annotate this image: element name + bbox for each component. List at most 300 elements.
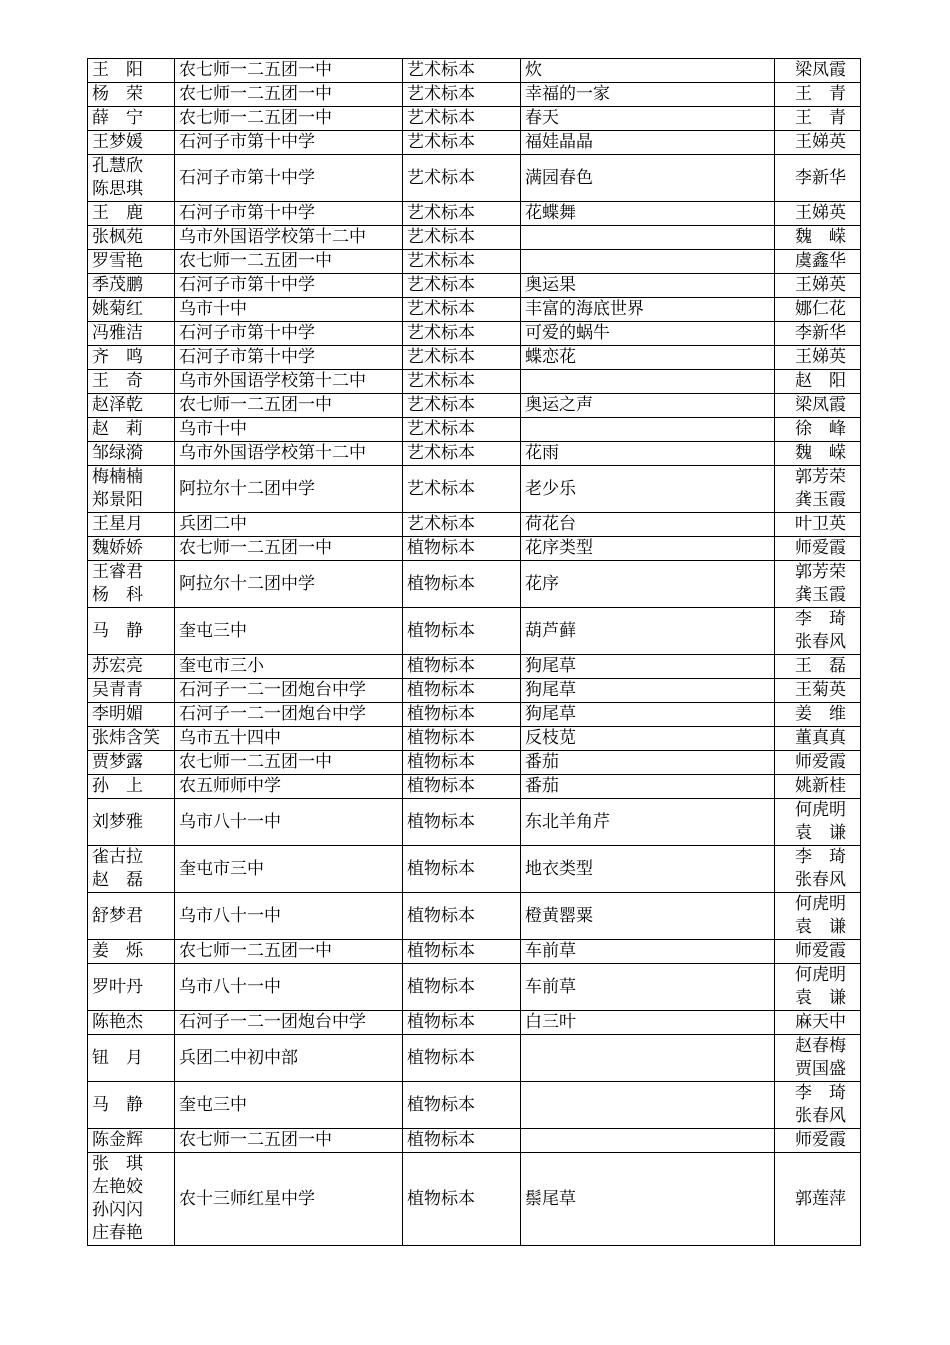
student-name: 刘梦雅 — [92, 811, 143, 832]
work-title: 狗尾草 — [525, 680, 576, 700]
category-cell — [403, 1011, 521, 1035]
category-label: 艺术标本 — [407, 395, 475, 415]
student-cell — [88, 1035, 175, 1082]
table-row — [88, 131, 861, 155]
category-cell — [403, 799, 521, 846]
teacher-cell — [775, 1011, 861, 1035]
teacher-cell — [775, 1082, 861, 1129]
teacher-cell — [775, 131, 861, 155]
teacher-name: 王娣英 — [795, 275, 846, 295]
table-row — [88, 703, 861, 727]
student-name: 张 琪 — [92, 1154, 143, 1174]
category-cell — [403, 727, 521, 751]
teacher-name: 郭芳荣 — [795, 467, 846, 487]
title-cell — [521, 893, 775, 940]
student-cell — [88, 1011, 175, 1035]
table-row — [88, 655, 861, 679]
student-name: 张炜含笑 — [92, 728, 160, 748]
student-name: 舒梦君 — [92, 905, 143, 926]
category-label: 植物标本 — [407, 728, 475, 748]
teacher-name: 何虎明 — [795, 800, 846, 820]
student-cell — [88, 964, 175, 1011]
table-row — [88, 1129, 861, 1153]
work-title: 福娃晶晶 — [525, 132, 593, 152]
student-name: 王 鹿 — [92, 203, 143, 223]
teacher-name: 何虎明 — [795, 965, 846, 985]
school-name: 农七师一二五团一中 — [179, 538, 332, 558]
teacher-name: 虞鑫华 — [795, 251, 846, 271]
student-name: 李明媚 — [92, 704, 143, 724]
teacher-name: 张春风 — [795, 870, 846, 890]
student-name: 左艳姣 — [92, 1177, 143, 1197]
work-title: 地衣类型 — [525, 858, 593, 879]
school-name: 阿拉尔十二团中学 — [179, 573, 315, 594]
school-cell — [175, 1129, 403, 1153]
table-row — [88, 775, 861, 799]
teacher-name: 师爱霞 — [795, 538, 846, 558]
teacher-name: 李 琦 — [795, 609, 846, 629]
category-cell — [403, 703, 521, 727]
teacher-cell — [775, 1129, 861, 1153]
table-row — [88, 274, 861, 298]
teacher-name: 贾国盛 — [795, 1059, 846, 1079]
teacher-name: 赵 阳 — [795, 371, 846, 391]
category-label: 植物标本 — [407, 858, 475, 879]
student-cell — [88, 274, 175, 298]
title-cell — [521, 1035, 775, 1082]
category-label: 植物标本 — [407, 620, 475, 641]
title-cell — [521, 322, 775, 346]
work-title: 白三叶 — [525, 1012, 576, 1032]
student-cell — [88, 418, 175, 442]
category-cell — [403, 751, 521, 775]
school-cell — [175, 1011, 403, 1035]
teacher-name: 师爱霞 — [795, 941, 846, 961]
work-title: 炊 — [525, 60, 542, 80]
category-label: 艺术标本 — [407, 227, 475, 247]
teacher-cell — [775, 537, 861, 561]
school-name: 农七师一二五团一中 — [179, 84, 332, 104]
teacher-cell — [775, 727, 861, 751]
school-cell — [175, 799, 403, 846]
school-name: 乌市十中 — [179, 419, 247, 439]
teacher-name: 王 青 — [795, 84, 846, 104]
student-cell — [88, 442, 175, 466]
student-name: 郑景阳 — [92, 490, 143, 510]
student-name: 赵 莉 — [92, 419, 143, 439]
school-cell — [175, 442, 403, 466]
table-row — [88, 370, 861, 394]
title-cell — [521, 202, 775, 226]
category-label: 植物标本 — [407, 941, 475, 961]
category-label: 艺术标本 — [407, 419, 475, 439]
school-cell — [175, 1153, 403, 1246]
student-cell — [88, 775, 175, 799]
teacher-name: 李新华 — [795, 167, 846, 188]
student-cell — [88, 466, 175, 513]
category-label: 艺术标本 — [407, 323, 475, 343]
table-row — [88, 727, 861, 751]
student-name: 吴青青 — [92, 680, 143, 700]
student-name: 杨 科 — [92, 585, 143, 605]
category-cell — [403, 226, 521, 250]
table-row — [88, 1035, 861, 1082]
category-label: 艺术标本 — [407, 60, 475, 80]
category-label: 植物标本 — [407, 1188, 475, 1209]
student-cell — [88, 298, 175, 322]
student-cell — [88, 1153, 175, 1246]
teacher-cell — [775, 226, 861, 250]
teacher-cell — [775, 59, 861, 83]
school-name: 乌市外国语学校第十二中 — [179, 443, 366, 463]
title-cell — [521, 1153, 775, 1246]
school-cell — [175, 561, 403, 608]
student-name: 苏宏亮 — [92, 656, 143, 676]
category-label: 艺术标本 — [407, 371, 475, 391]
teacher-cell — [775, 298, 861, 322]
category-label: 艺术标本 — [407, 275, 475, 295]
category-cell — [403, 561, 521, 608]
category-cell — [403, 940, 521, 964]
teacher-name: 姜 维 — [795, 704, 846, 724]
student-cell — [88, 846, 175, 893]
teacher-cell — [775, 274, 861, 298]
work-title: 车前草 — [525, 941, 576, 961]
work-title: 花序 — [525, 573, 559, 594]
school-cell — [175, 940, 403, 964]
student-cell — [88, 679, 175, 703]
category-label: 植物标本 — [407, 538, 475, 558]
work-title: 荷花台 — [525, 514, 576, 534]
teacher-name: 徐 峰 — [795, 419, 846, 439]
student-name: 赵 磊 — [92, 870, 143, 890]
school-cell — [175, 679, 403, 703]
category-cell — [403, 250, 521, 274]
student-name: 钮 月 — [92, 1047, 143, 1068]
title-cell — [521, 418, 775, 442]
teacher-name: 叶卫英 — [795, 514, 846, 534]
table-row — [88, 346, 861, 370]
category-label: 艺术标本 — [407, 132, 475, 152]
school-cell — [175, 893, 403, 940]
category-label: 植物标本 — [407, 811, 475, 832]
category-cell — [403, 513, 521, 537]
teacher-cell — [775, 322, 861, 346]
category-label: 植物标本 — [407, 752, 475, 772]
table-row — [88, 561, 861, 608]
category-cell — [403, 466, 521, 513]
teacher-cell — [775, 679, 861, 703]
student-name: 赵泽乾 — [92, 395, 143, 415]
teacher-name: 赵春梅 — [795, 1036, 846, 1056]
teacher-name: 梁凤霞 — [795, 60, 846, 80]
school-cell — [175, 537, 403, 561]
teacher-cell — [775, 346, 861, 370]
category-label: 艺术标本 — [407, 108, 475, 128]
category-cell — [403, 537, 521, 561]
student-cell — [88, 59, 175, 83]
teacher-name: 王娣英 — [795, 203, 846, 223]
category-cell — [403, 107, 521, 131]
category-label: 艺术标本 — [407, 167, 475, 188]
title-cell — [521, 107, 775, 131]
school-name: 奎屯三中 — [179, 620, 247, 641]
student-name: 薛 宁 — [92, 108, 143, 128]
school-name: 乌市八十一中 — [179, 905, 281, 926]
table-row — [88, 442, 861, 466]
teacher-name: 姚新桂 — [795, 776, 846, 796]
student-name: 罗雪艳 — [92, 251, 143, 271]
teacher-name: 师爱霞 — [795, 752, 846, 772]
category-cell — [403, 155, 521, 202]
student-name: 王星月 — [92, 514, 143, 534]
category-label: 艺术标本 — [407, 84, 475, 104]
school-name: 奎屯三中 — [179, 1094, 247, 1115]
student-name: 王睿君 — [92, 562, 143, 582]
category-label: 植物标本 — [407, 704, 475, 724]
title-cell — [521, 1011, 775, 1035]
category-label: 艺术标本 — [407, 203, 475, 223]
teacher-name: 郭莲萍 — [795, 1188, 846, 1209]
teacher-cell — [775, 846, 861, 893]
category-cell — [403, 846, 521, 893]
school-cell — [175, 346, 403, 370]
teacher-cell — [775, 1153, 861, 1246]
student-cell — [88, 1082, 175, 1129]
category-label: 艺术标本 — [407, 514, 475, 534]
teacher-cell — [775, 250, 861, 274]
category-label: 植物标本 — [407, 776, 475, 796]
table-row — [88, 846, 861, 893]
category-cell — [403, 370, 521, 394]
student-name: 邹绿漪 — [92, 443, 143, 463]
work-title: 橙黄罂粟 — [525, 905, 593, 926]
teacher-name: 王娣英 — [795, 347, 846, 367]
title-cell — [521, 466, 775, 513]
student-cell — [88, 155, 175, 202]
school-cell — [175, 751, 403, 775]
student-name: 雀古拉 — [92, 847, 143, 867]
student-cell — [88, 83, 175, 107]
school-name: 农七师一二五团一中 — [179, 752, 332, 772]
title-cell — [521, 775, 775, 799]
table-row — [88, 1153, 861, 1246]
school-name: 石河子市第十中学 — [179, 347, 315, 367]
student-name: 孔慧欣 — [92, 156, 143, 176]
school-name: 乌市八十一中 — [179, 976, 281, 997]
school-cell — [175, 155, 403, 202]
student-cell — [88, 322, 175, 346]
work-title: 鬃尾草 — [525, 1188, 576, 1209]
school-name: 奎屯市三中 — [179, 858, 264, 879]
school-cell — [175, 274, 403, 298]
teacher-name: 袁 谦 — [795, 823, 846, 843]
category-cell — [403, 655, 521, 679]
title-cell — [521, 274, 775, 298]
title-cell — [521, 727, 775, 751]
student-cell — [88, 131, 175, 155]
category-cell — [403, 1082, 521, 1129]
school-name: 石河子一二一团炮台中学 — [179, 1012, 366, 1032]
table-row — [88, 59, 861, 83]
student-name: 杨 荣 — [92, 84, 143, 104]
school-name: 石河子一二一团炮台中学 — [179, 704, 366, 724]
awards-table — [87, 58, 861, 1246]
teacher-name: 董真真 — [795, 728, 846, 748]
work-title: 奥运果 — [525, 275, 576, 295]
school-cell — [175, 846, 403, 893]
teacher-name: 王 磊 — [795, 656, 846, 676]
title-cell — [521, 250, 775, 274]
teacher-name: 龚玉霞 — [795, 490, 846, 510]
student-name: 冯雅洁 — [92, 323, 143, 343]
student-name: 季茂鹏 — [92, 275, 143, 295]
school-cell — [175, 466, 403, 513]
work-title: 葫芦藓 — [525, 620, 576, 641]
student-name: 齐 鸣 — [92, 347, 143, 367]
school-name: 乌市外国语学校第十二中 — [179, 227, 366, 247]
work-title: 蝶恋花 — [525, 347, 576, 367]
teacher-cell — [775, 394, 861, 418]
teacher-name: 王菊英 — [795, 680, 846, 700]
student-cell — [88, 202, 175, 226]
table-row — [88, 298, 861, 322]
student-name: 孙闪闪 — [92, 1200, 143, 1220]
title-cell — [521, 394, 775, 418]
school-cell — [175, 370, 403, 394]
teacher-name: 袁 谦 — [795, 917, 846, 937]
school-name: 石河子市第十中学 — [179, 203, 315, 223]
table-row — [88, 250, 861, 274]
student-name: 王梦媛 — [92, 132, 143, 152]
work-title: 满园春色 — [525, 167, 593, 188]
title-cell — [521, 1082, 775, 1129]
table-row — [88, 418, 861, 442]
school-cell — [175, 131, 403, 155]
category-cell — [403, 1035, 521, 1082]
teacher-cell — [775, 418, 861, 442]
student-cell — [88, 513, 175, 537]
title-cell — [521, 561, 775, 608]
title-cell — [521, 346, 775, 370]
school-name: 农七师一二五团一中 — [179, 1130, 332, 1150]
category-cell — [403, 775, 521, 799]
school-name: 农七师一二五团一中 — [179, 108, 332, 128]
student-name: 姚菊红 — [92, 299, 143, 319]
table-row — [88, 202, 861, 226]
school-name: 乌市五十四中 — [179, 728, 281, 748]
work-title: 反枝苋 — [525, 728, 576, 748]
table-row — [88, 940, 861, 964]
school-cell — [175, 298, 403, 322]
student-name: 马 静 — [92, 1094, 143, 1115]
teacher-name: 李新华 — [795, 323, 846, 343]
student-cell — [88, 727, 175, 751]
title-cell — [521, 155, 775, 202]
title-cell — [521, 83, 775, 107]
teacher-cell — [775, 155, 861, 202]
teacher-name: 郭芳荣 — [795, 562, 846, 582]
title-cell — [521, 59, 775, 83]
student-cell — [88, 107, 175, 131]
title-cell — [521, 751, 775, 775]
title-cell — [521, 370, 775, 394]
category-cell — [403, 964, 521, 1011]
student-cell — [88, 1129, 175, 1153]
table-row — [88, 466, 861, 513]
student-name: 王 阳 — [92, 60, 143, 80]
student-name: 陈金辉 — [92, 1130, 143, 1150]
school-cell — [175, 322, 403, 346]
teacher-cell — [775, 442, 861, 466]
school-cell — [175, 1035, 403, 1082]
school-cell — [175, 202, 403, 226]
title-cell — [521, 442, 775, 466]
school-name: 兵团二中 — [179, 514, 247, 534]
category-label: 艺术标本 — [407, 478, 475, 499]
table-row — [88, 107, 861, 131]
teacher-cell — [775, 1035, 861, 1082]
work-title: 丰富的海底世界 — [525, 299, 644, 319]
teacher-name: 张春风 — [795, 632, 846, 652]
category-cell — [403, 418, 521, 442]
teacher-cell — [775, 940, 861, 964]
school-name: 石河子市第十中学 — [179, 167, 315, 188]
category-cell — [403, 322, 521, 346]
teacher-name: 何虎明 — [795, 894, 846, 914]
school-cell — [175, 107, 403, 131]
table-row — [88, 1011, 861, 1035]
student-name: 张枫苑 — [92, 227, 143, 247]
student-name: 庄春艳 — [92, 1223, 143, 1243]
school-cell — [175, 83, 403, 107]
school-cell — [175, 418, 403, 442]
student-name: 马 静 — [92, 620, 143, 641]
school-name: 农五师师中学 — [179, 776, 281, 796]
title-cell — [521, 298, 775, 322]
school-cell — [175, 727, 403, 751]
teacher-name: 魏 嵘 — [795, 443, 846, 463]
school-name: 农七师一二五团一中 — [179, 941, 332, 961]
student-name: 王 奇 — [92, 371, 143, 391]
title-cell — [521, 537, 775, 561]
category-cell — [403, 1129, 521, 1153]
title-cell — [521, 799, 775, 846]
school-name: 农七师一二五团一中 — [179, 395, 332, 415]
teacher-name: 王 青 — [795, 108, 846, 128]
table-row — [88, 394, 861, 418]
school-name: 阿拉尔十二团中学 — [179, 478, 315, 499]
category-cell — [403, 83, 521, 107]
student-cell — [88, 394, 175, 418]
teacher-cell — [775, 608, 861, 655]
category-label: 植物标本 — [407, 680, 475, 700]
student-cell — [88, 940, 175, 964]
teacher-name: 师爱霞 — [795, 1130, 846, 1150]
category-label: 植物标本 — [407, 1012, 475, 1032]
work-title: 老少乐 — [525, 478, 576, 499]
work-title: 花雨 — [525, 443, 559, 463]
teacher-name: 龚玉霞 — [795, 585, 846, 605]
teacher-name: 王娣英 — [795, 132, 846, 152]
student-name: 姜 烁 — [92, 941, 143, 961]
teacher-cell — [775, 83, 861, 107]
work-title: 春天 — [525, 108, 559, 128]
title-cell — [521, 513, 775, 537]
title-cell — [521, 679, 775, 703]
school-cell — [175, 608, 403, 655]
school-name: 乌市外国语学校第十二中 — [179, 371, 366, 391]
